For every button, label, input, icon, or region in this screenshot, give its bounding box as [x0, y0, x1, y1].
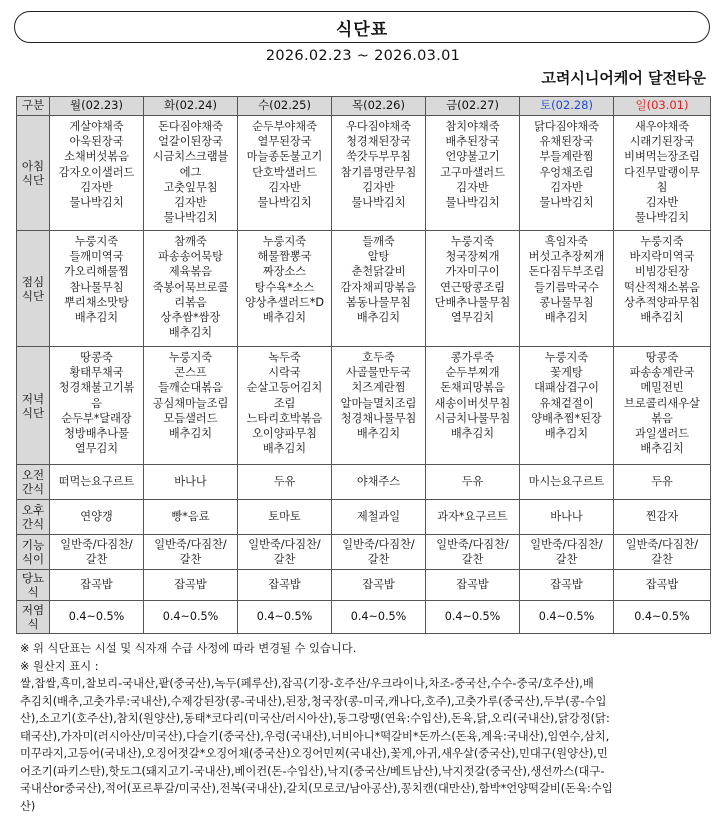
menu-item: 청경채된장국 — [346, 135, 411, 149]
menu-item: 유채된장국 — [539, 135, 594, 149]
menu-item: 대패삼겹구이 — [534, 381, 599, 395]
menu-item: 청국장찌개 — [445, 250, 500, 264]
menu-cell: 연양갱 — [50, 500, 144, 535]
menu-cell: 잡곡밥 — [50, 570, 144, 601]
origin-line: 미꾸라지,고등어(국내산),오징어젓갈*오징어채(중국산)오징어민찌(국내산),꽃게,아귀,새우살(중국산),민대구(원양산),민 — [20, 747, 608, 760]
menu-item: 열무김치 — [450, 311, 495, 325]
table-row-breakfast — [17, 116, 711, 231]
menu-item: 짜장소스 — [262, 265, 307, 279]
menu-item: 파송송계란국 — [629, 366, 695, 380]
menu-cell: 두유 — [426, 465, 520, 500]
menu-cell — [614, 231, 711, 347]
menu-item: 춘천닭갈비 — [351, 265, 406, 279]
menu-item: 들깨순대볶음 — [158, 381, 223, 395]
day-header: 목(02.26) — [332, 97, 426, 116]
menu-cell: 0.4~0.5% — [614, 601, 711, 634]
menu-item: 가오리해물찜 — [64, 265, 129, 279]
origin-line: 국내산or중국산),적어(포르투갈/미국산),전복(국내산),갈치(모로코/남아공산),꽁치캔(대만산),함박*언양떡갈비(돈육:수입 — [20, 782, 613, 795]
menu-item: 땅콩죽 — [645, 351, 679, 364]
row-label-line: 저녁 — [21, 391, 45, 406]
row-label — [17, 601, 50, 634]
menu-item: 물나박김치 — [539, 196, 594, 210]
menu-item: 순살고등어김치 — [246, 381, 323, 395]
menu-item: 들기름막국수 — [534, 280, 599, 294]
menu-item: 배추김치 — [356, 427, 401, 441]
menu-item: 배추김치 — [640, 311, 684, 325]
menu-item: 과일샐러드 — [634, 427, 690, 441]
menu-item: 비빔강된장 — [634, 265, 690, 279]
day-header: 일(03.01) — [614, 97, 711, 116]
menu-item: 모듬샐러드 — [163, 411, 218, 425]
row-label — [17, 465, 50, 500]
menu-cell: 마시는요구르트 — [520, 465, 614, 500]
menu-cell: 토마토 — [238, 500, 332, 535]
menu-cell: 떠먹는요구르트 — [50, 465, 144, 500]
row-label-line: 식단 — [21, 288, 45, 303]
menu-item: 갈찬 — [273, 553, 296, 566]
menu-cell: 잡곡밥 — [426, 570, 520, 601]
menu-item: 우엉채조림 — [539, 165, 594, 179]
menu-cell — [238, 231, 332, 347]
menu-item: 공심채마늘조림 — [152, 396, 229, 410]
menu-cell — [426, 347, 520, 465]
row-label-line: 간식 — [21, 482, 45, 496]
table-row-pm-snack — [17, 500, 711, 535]
menu-item: 누룽지죽 — [168, 351, 213, 364]
menu-item: 갈찬 — [555, 553, 578, 566]
menu-item: 파송송어묵탕 — [158, 250, 223, 264]
menu-item: 연근땅콩조림 — [440, 280, 505, 294]
menu-cell: 0.4~0.5% — [332, 601, 426, 634]
day-header: 토(02.28) — [520, 97, 614, 116]
menu-title-box — [14, 11, 710, 43]
menu-cell — [144, 347, 238, 465]
menu-cell — [520, 347, 614, 465]
table-corner-header: 구분 — [17, 97, 50, 116]
menu-cell: 잡곡밥 — [238, 570, 332, 601]
menu-item: 마늘종돈불고기 — [246, 150, 323, 164]
menu-cell — [520, 231, 614, 347]
menu-item: 배추김치 — [168, 326, 213, 340]
menu-cell — [50, 116, 144, 231]
day-header: 월(02.23) — [50, 97, 144, 116]
menu-cell: 0.4~0.5% — [520, 601, 614, 634]
menu-cell: 바나나 — [144, 465, 238, 500]
menu-item: 조림 — [273, 396, 296, 410]
row-label — [17, 570, 50, 601]
menu-cell — [332, 231, 426, 347]
menu-cell — [144, 535, 238, 570]
menu-item: 호두죽 — [362, 351, 395, 364]
menu-item: 양상추샐러드*D — [244, 295, 325, 309]
menu-item: 상추쌈*쌈장 — [160, 311, 221, 325]
table-row-low-salt-diet — [17, 601, 711, 634]
menu-cell — [238, 116, 332, 231]
day-header: 수(02.25) — [238, 97, 332, 116]
menu-cell — [50, 231, 144, 347]
menu-item: 갈찬 — [179, 553, 202, 566]
menu-cell — [426, 231, 520, 347]
page-title: 식단표 — [335, 19, 389, 40]
row-label — [17, 500, 50, 535]
menu-item: 참깨죽 — [174, 235, 207, 248]
menu-item: 일반죽/다짐찬/ — [436, 537, 509, 551]
organization-name: 고려시니어케어 달전타운 — [541, 69, 706, 87]
menu-item: 봄동나물무침 — [346, 295, 411, 309]
menu-item: 죽봉어묵브로콜 — [152, 280, 229, 294]
menu-item: 비벼먹는장조림 — [624, 150, 700, 164]
origin-line: 쌀,찹쌀,흑미,찰보리-국내산,팥(중국산),녹두(페루산),잡곡(기장-호주산/우크라이나,차조-중국산,수수-중국/호주산),배 — [20, 677, 594, 690]
menu-cell: 잡곡밥 — [332, 570, 426, 601]
menu-item: 소채버섯볶음 — [64, 150, 129, 164]
menu-item: 침 — [656, 180, 668, 194]
menu-cell — [520, 535, 614, 570]
menu-item: 가자미구이 — [445, 265, 500, 279]
menu-cell: 잡곡밥 — [520, 570, 614, 601]
menu-item: 순두부*달래장 — [61, 411, 132, 425]
menu-item: 열무김치 — [74, 442, 119, 456]
table-row-am-snack — [17, 465, 711, 500]
menu-item: 배추김치 — [74, 311, 119, 325]
row-label-line: 저염 — [21, 603, 45, 617]
menu-item: 배추김치 — [262, 311, 307, 325]
menu-item: 돈채피망볶음 — [440, 381, 505, 395]
menu-item: 버섯고추장찌개 — [528, 250, 605, 264]
menu-item: 배추김치 — [640, 442, 684, 456]
menu-cell — [238, 535, 332, 570]
menu-item: 음 — [91, 396, 102, 410]
menu-item: 물나박김치 — [351, 196, 406, 210]
row-label-line: 식이 — [21, 552, 45, 566]
menu-item: 배추김치 — [544, 311, 589, 325]
menu-item: 들깨죽 — [362, 235, 395, 248]
menu-item: 누룽지죽 — [74, 235, 119, 248]
menu-cell: 야채주스 — [332, 465, 426, 500]
menu-item: 제육볶음 — [168, 265, 213, 279]
menu-item: 단배추나물무침 — [434, 295, 511, 309]
menu-cell — [614, 116, 711, 231]
menu-item: 시금치스크램블 — [152, 150, 229, 164]
menu-item: 들깨미역국 — [69, 250, 124, 264]
table-row-lunch — [17, 231, 711, 347]
menu-item: 배추김치 — [450, 427, 495, 441]
menu-item: 꽃게탕 — [550, 366, 583, 380]
menu-cell: 과자*요구르트 — [426, 500, 520, 535]
menu-item: 뿌리채소맛탕 — [64, 295, 129, 309]
menu-item: 콩나물무침 — [539, 295, 594, 309]
row-label-line: 식단 — [21, 405, 45, 420]
menu-item: 상추적양파무침 — [624, 295, 700, 309]
menu-item: 볶음 — [651, 411, 673, 425]
menu-item: 시락국 — [268, 366, 301, 380]
menu-item: 일반죽/다짐찬/ — [154, 537, 227, 551]
menu-item: 일반죽/다짐찬/ — [342, 537, 415, 551]
menu-item: 닭다짐야채죽 — [534, 120, 599, 133]
origin-line: 추김치(배추,고춧가루:국내산),수제강된장(콩-국내산),된장,청국장(콩-미국,캐나다,호주),고춧가루(중국산),두부(콩-수입 — [20, 694, 607, 708]
row-label-line: 오전 — [21, 468, 45, 482]
menu-item: 해물짬뽕국 — [257, 250, 312, 264]
menu-cell: 찐감자 — [614, 500, 711, 535]
row-label — [17, 535, 50, 570]
menu-item: 참기름명란무침 — [340, 165, 417, 179]
menu-item: 양배추찜*된장 — [531, 411, 602, 425]
menu-cell: 바나나 — [520, 500, 614, 535]
menu-item: 참나물무침 — [69, 280, 124, 294]
menu-table — [16, 96, 711, 634]
menu-cell: 빵*음료 — [144, 500, 238, 535]
menu-item: 일반죽/다짐찬/ — [625, 537, 699, 551]
menu-cell: 두유 — [614, 465, 711, 500]
menu-item: 리볶음 — [174, 295, 207, 309]
menu-item: 황태무채국 — [69, 366, 124, 380]
menu-item: 순두부야채죽 — [252, 120, 317, 133]
menu-cell: 잡곡밥 — [144, 570, 238, 601]
menu-item: 부들계란찜 — [539, 150, 594, 164]
row-label-line: 식 — [27, 617, 39, 631]
menu-cell — [426, 535, 520, 570]
menu-item: 떡산적채소볶음 — [624, 280, 700, 294]
row-label — [17, 347, 50, 465]
menu-item: 사골물만두국 — [346, 366, 411, 380]
menu-cell — [144, 231, 238, 347]
menu-cell: 0.4~0.5% — [238, 601, 332, 634]
menu-item: 김자반 — [550, 180, 583, 194]
date-range: 2026.02.23 ~ 2026.03.01 — [265, 48, 461, 64]
menu-cell — [50, 347, 144, 465]
menu-cell — [50, 535, 144, 570]
menu-cell: 0.4~0.5% — [144, 601, 238, 634]
menu-item: 누룽지죽 — [262, 235, 307, 248]
menu-item: 김자반 — [456, 180, 489, 194]
menu-cell — [520, 116, 614, 231]
day-header: 금(02.27) — [426, 97, 520, 116]
origin-line: 산) — [20, 799, 36, 813]
menu-item: 고구마샐러드 — [440, 165, 505, 179]
menu-item: 단호박샐러드 — [252, 165, 317, 179]
menu-item: 물나박김치 — [69, 196, 124, 210]
menu-item: 게살야채죽 — [69, 120, 124, 133]
menu-item: 감자채피망볶음 — [340, 280, 417, 294]
menu-item: 물나박김치 — [257, 196, 312, 210]
menu-item: 김자반 — [268, 180, 301, 194]
menu-item: 일반죽/다짐찬/ — [248, 537, 321, 551]
menu-item: 오이양파무침 — [252, 427, 317, 441]
menu-item: 새우야채죽 — [634, 120, 690, 133]
menu-cell — [144, 116, 238, 231]
menu-item: 브로콜리새우살 — [624, 396, 700, 410]
menu-item: 바지락미역국 — [629, 250, 695, 264]
row-label — [17, 231, 50, 347]
menu-item: 김자반 — [174, 196, 207, 210]
menu-item: 일반죽/다짐찬/ — [60, 537, 133, 551]
menu-item: 배추김치 — [544, 427, 589, 441]
menu-item: 물나박김치 — [634, 211, 690, 225]
row-label-line: 기능 — [21, 538, 45, 552]
menu-item: 얼갈이된장국 — [158, 135, 223, 149]
menu-item: 치즈계란찜 — [351, 381, 406, 395]
menu-item: 배추김치 — [262, 442, 307, 456]
row-label-line: 식단 — [21, 173, 45, 187]
menu-item: 쑥갓두부무침 — [346, 150, 411, 164]
origin-list — [20, 675, 710, 815]
menu-item: 시래기된장국 — [629, 135, 695, 149]
menu-item: 누룽지죽 — [450, 235, 495, 248]
menu-item: 다진무말랭이무 — [624, 165, 700, 179]
menu-item: 언양불고기 — [445, 150, 500, 164]
menu-cell — [332, 535, 426, 570]
table-row-diabetic-diet — [17, 570, 711, 601]
menu-item: 열무된장국 — [257, 135, 312, 149]
menu-item: 물나박김치 — [445, 196, 500, 210]
menu-item: 갈찬 — [85, 553, 108, 566]
menu-item: 김자반 — [362, 180, 395, 194]
row-label-line: 간식 — [21, 517, 45, 531]
menu-item: 에그 — [179, 165, 202, 179]
menu-item: 시금치나물무침 — [434, 411, 511, 425]
menu-item: 고춧잎무침 — [163, 180, 218, 194]
menu-item: 배추된장국 — [445, 135, 500, 149]
menu-cell: 잡곡밥 — [614, 570, 711, 601]
menu-item: 새송이버섯무침 — [434, 396, 511, 410]
origin-heading: ※ 원산지 표시 : — [20, 659, 99, 673]
menu-item: 알탕 — [367, 250, 390, 264]
menu-item: 콩가루죽 — [450, 351, 495, 364]
menu-item: 아욱된장국 — [69, 135, 124, 149]
menu-item: 청방배추나물 — [64, 427, 129, 441]
menu-item: 누룽지죽 — [640, 235, 684, 248]
menu-item: 돈다짐두부조림 — [528, 265, 605, 279]
menu-cell: 두유 — [238, 465, 332, 500]
menu-cell — [426, 116, 520, 231]
menu-item: 참치야채죽 — [445, 120, 500, 133]
menu-item: 배추김치 — [356, 311, 401, 325]
menu-item: 느타리호박볶음 — [246, 411, 323, 425]
menu-cell — [614, 535, 711, 570]
day-header: 화(02.24) — [144, 97, 238, 116]
menu-cell: 0.4~0.5% — [50, 601, 144, 634]
row-label-line: 식 — [27, 585, 39, 599]
menu-item: 콘스프 — [174, 366, 207, 380]
menu-item: 탕수육*소스 — [254, 280, 315, 294]
table-row-dinner — [17, 347, 711, 465]
menu-item: 갈찬 — [367, 553, 390, 566]
menu-cell — [238, 347, 332, 465]
menu-cell — [614, 347, 711, 465]
row-label — [17, 116, 50, 231]
menu-item: 물나박김치 — [163, 211, 218, 225]
menu-item: 갈찬 — [651, 553, 673, 566]
menu-item: 김자반 — [645, 196, 679, 210]
menu-cell — [332, 116, 426, 231]
notes-section — [20, 640, 710, 815]
menu-item: 누룽지죽 — [544, 351, 589, 364]
menu-item: 땅콩죽 — [80, 351, 113, 364]
menu-item: 청경채불고기볶 — [58, 381, 135, 395]
origin-line: 어조기(파키스탄),핫도그(돼지고기-국내산),베이컨(돈-수입산),낙지(중국산/베트남산),낙지젓갈(중국산),생선까스(대구- — [20, 764, 605, 778]
menu-item: 녹두죽 — [268, 351, 301, 364]
menu-item: 배추김치 — [168, 427, 213, 441]
menu-item: 감자오이샐러드 — [58, 165, 135, 179]
row-label-line: 당뇨 — [21, 571, 45, 585]
menu-item: 갈찬 — [461, 553, 484, 566]
menu-cell: 제철과일 — [332, 500, 426, 535]
menu-item: 흑임자죽 — [544, 235, 589, 248]
row-label-line: 오후 — [21, 503, 45, 517]
notice-text: ※ 위 식단표는 시설 및 식자재 수급 사정에 따라 변경될 수 있습니다. — [20, 642, 357, 655]
origin-line: 태국산),가자미(러시아산/미국산),다슬기(중국산),우렁(국내산),너비아니*떡갈비*돈까스(돈육,계육:국내산),임연수,삼치, — [20, 729, 610, 743]
menu-item: 돈다짐야채죽 — [158, 120, 223, 133]
menu-cell — [332, 347, 426, 465]
menu-item: 우다짐야채죽 — [346, 120, 411, 133]
menu-item: 알마늘멸치조림 — [340, 396, 417, 410]
menu-cell: 0.4~0.5% — [426, 601, 520, 634]
menu-item: 김자반 — [80, 180, 113, 194]
menu-item: 순두부찌개 — [445, 366, 500, 380]
menu-item: 유채겉절이 — [539, 396, 594, 410]
menu-item: 청경채나물무침 — [340, 411, 417, 425]
origin-line: 산),소고기(호주산),참치(원양산),동태*코다리(미국산/러시아산),동그랑땡(연육:수입산),돈육,닭,오리(국내산),닭강정(닭: — [20, 712, 610, 725]
row-label-line: 점심 — [21, 274, 45, 289]
table-row-functional-diet — [17, 535, 711, 570]
menu-item: 일반죽/다짐찬/ — [530, 537, 603, 551]
row-label-line: 아침 — [21, 159, 45, 173]
menu-item: 메밀전빈 — [640, 381, 684, 395]
